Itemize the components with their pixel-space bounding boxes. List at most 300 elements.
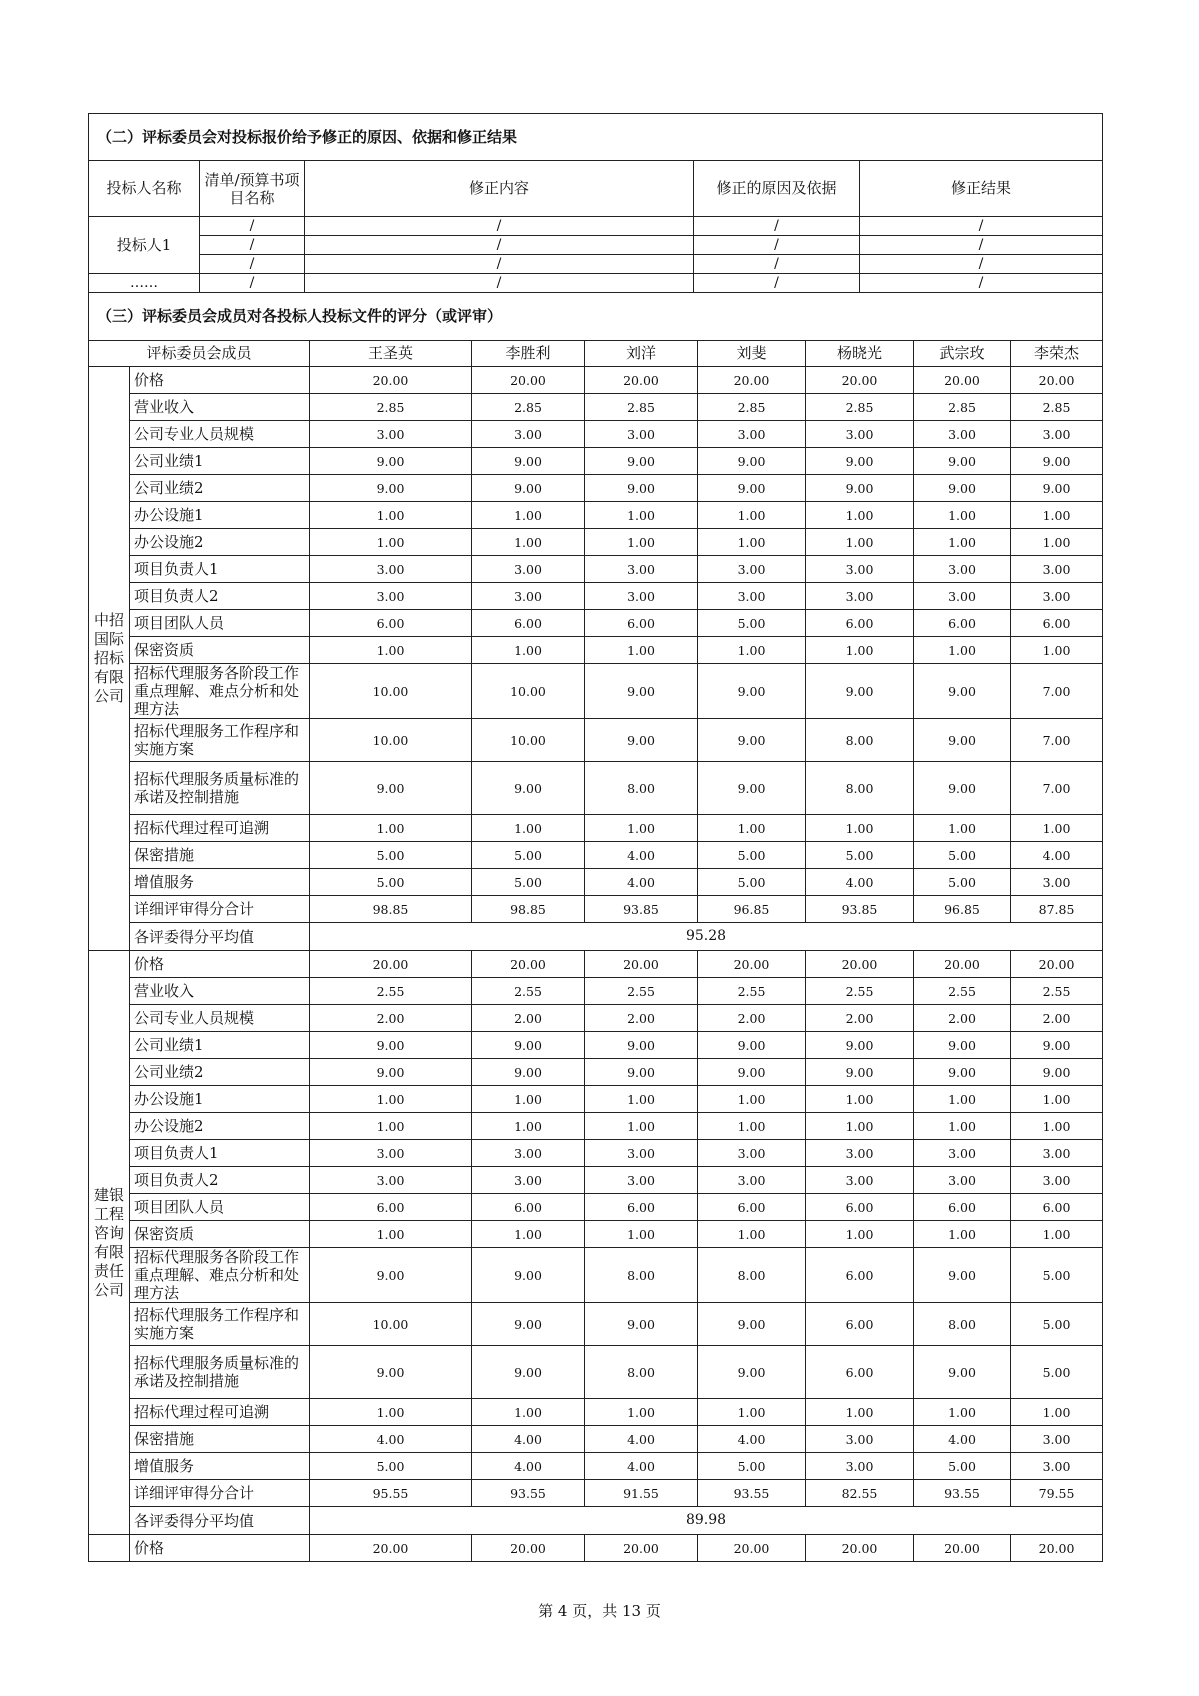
score-cell: 20.00 [585, 367, 698, 394]
company-name [89, 1535, 130, 1562]
score-cell: 3.00 [585, 421, 698, 448]
score-row [89, 1426, 1103, 1453]
score-cell: 1.00 [806, 1399, 914, 1426]
score-cell: 9.00 [914, 475, 1011, 502]
score-cell: 1.00 [310, 1221, 472, 1248]
score-cell: 1.00 [698, 815, 806, 842]
score-cell: 91.55 [585, 1480, 698, 1507]
score-cell: 3.00 [914, 583, 1011, 610]
score-cell: 3.00 [806, 421, 914, 448]
member-name: 王圣英 [310, 341, 472, 367]
section3-title: （三）评标委员会成员对各投标人投标文件的评分（或评审） [89, 293, 1103, 341]
score-item: 增值服务 [130, 1453, 310, 1480]
score-cell: 93.55 [698, 1480, 806, 1507]
score-row [89, 367, 1103, 394]
score-cell: 20.00 [1011, 367, 1103, 394]
score-cell: 2.00 [806, 1005, 914, 1032]
score-cell: 10.00 [472, 719, 585, 762]
score-cell: 20.00 [310, 951, 472, 978]
score-cell: 1.00 [472, 637, 585, 664]
page-number: 第 4 页，共 13 页 [538, 1602, 661, 1620]
score-cell: 8.00 [806, 719, 914, 762]
score-row [89, 1346, 1103, 1399]
score-cell: 3.00 [310, 1167, 472, 1194]
score-cell: 1.00 [806, 1113, 914, 1140]
score-cell: 20.00 [1011, 1535, 1103, 1562]
score-cell: 20.00 [310, 367, 472, 394]
score-item: 招标代理过程可追溯 [130, 1399, 310, 1426]
score-item: 保密资质 [130, 1221, 310, 1248]
score-cell: 2.00 [585, 1005, 698, 1032]
score-cell: 3.00 [914, 1140, 1011, 1167]
score-cell: 9.00 [698, 762, 806, 815]
score-item: 公司业绩2 [130, 475, 310, 502]
score-cell: 1.00 [698, 529, 806, 556]
score-cell: 9.00 [698, 1346, 806, 1399]
score-cell: 3.00 [1011, 1140, 1103, 1167]
score-cell: 3.00 [806, 556, 914, 583]
score-cell: 20.00 [914, 367, 1011, 394]
score-cell: 1.00 [310, 529, 472, 556]
score-cell: 5.00 [914, 869, 1011, 896]
header-bidder-name: 投标人名称 [89, 161, 200, 217]
score-cell: 3.00 [585, 1167, 698, 1194]
score-cell: 9.00 [914, 719, 1011, 762]
score-item: 营业收入 [130, 978, 310, 1005]
score-cell: 2.55 [806, 978, 914, 1005]
score-cell: 6.00 [310, 1194, 472, 1221]
score-cell: 9.00 [310, 1059, 472, 1086]
score-row [89, 978, 1103, 1005]
score-cell: 20.00 [585, 951, 698, 978]
score-cell: 3.00 [1011, 1453, 1103, 1480]
average-row [89, 923, 1103, 951]
score-item: 办公设施2 [130, 529, 310, 556]
score-cell: 9.00 [585, 448, 698, 475]
score-item: 办公设施1 [130, 1086, 310, 1113]
score-cell: 9.00 [914, 1346, 1011, 1399]
score-cell: 8.00 [585, 1248, 698, 1303]
slash-cell: / [860, 274, 1103, 293]
score-row [89, 1480, 1103, 1507]
score-row [89, 1032, 1103, 1059]
score-cell: 9.00 [310, 1346, 472, 1399]
score-cell: 3.00 [806, 1167, 914, 1194]
score-cell: 1.00 [310, 1086, 472, 1113]
average-row [89, 1507, 1103, 1535]
score-cell: 9.00 [472, 1303, 585, 1346]
score-cell: 9.00 [914, 1248, 1011, 1303]
score-cell: 93.55 [914, 1480, 1011, 1507]
score-cell: 4.00 [585, 1426, 698, 1453]
slash-cell: / [860, 255, 1103, 274]
score-cell: 9.00 [585, 475, 698, 502]
score-cell: 9.00 [472, 1248, 585, 1303]
score-cell: 3.00 [806, 583, 914, 610]
score-cell: 9.00 [914, 664, 1011, 719]
score-row [89, 842, 1103, 869]
score-item: 项目负责人2 [130, 1167, 310, 1194]
score-cell: 9.00 [310, 448, 472, 475]
score-cell: 1.00 [914, 815, 1011, 842]
score-cell: 9.00 [914, 448, 1011, 475]
score-cell: 9.00 [310, 1032, 472, 1059]
score-cell: 20.00 [310, 1535, 472, 1562]
score-row [89, 1167, 1103, 1194]
score-cell: 10.00 [310, 719, 472, 762]
score-cell: 1.00 [472, 529, 585, 556]
score-row [89, 762, 1103, 815]
score-cell: 9.00 [806, 448, 914, 475]
score-cell: 4.00 [914, 1426, 1011, 1453]
score-cell: 2.00 [472, 1005, 585, 1032]
score-cell: 1.00 [585, 1221, 698, 1248]
score-cell: 5.00 [914, 1453, 1011, 1480]
score-cell: 2.85 [472, 394, 585, 421]
score-cell: 8.00 [698, 1248, 806, 1303]
score-cell: 3.00 [1011, 1426, 1103, 1453]
score-cell: 20.00 [914, 1535, 1011, 1562]
score-row [89, 896, 1103, 923]
company-name: 建银工程咨询有限责任公司 [89, 951, 130, 1535]
score-cell: 3.00 [914, 556, 1011, 583]
score-cell: 9.00 [806, 1032, 914, 1059]
score-row [89, 556, 1103, 583]
score-cell: 4.00 [585, 1453, 698, 1480]
average-value: 89.98 [310, 1507, 1103, 1535]
score-row [89, 583, 1103, 610]
slash-cell: / [200, 217, 305, 236]
score-cell: 1.00 [585, 502, 698, 529]
score-item: 办公设施1 [130, 502, 310, 529]
score-item: 办公设施2 [130, 1113, 310, 1140]
score-cell: 3.00 [472, 1140, 585, 1167]
score-cell: 1.00 [310, 1113, 472, 1140]
score-cell: 1.00 [472, 1221, 585, 1248]
score-row [89, 529, 1103, 556]
score-cell: 9.00 [585, 1303, 698, 1346]
bid-correction-table [88, 113, 1103, 293]
score-cell: 10.00 [472, 664, 585, 719]
score-cell: 6.00 [1011, 610, 1103, 637]
slash-cell: / [200, 274, 305, 293]
score-cell: 3.00 [472, 556, 585, 583]
score-cell: 3.00 [310, 556, 472, 583]
score-cell: 1.00 [472, 1399, 585, 1426]
score-cell: 5.00 [310, 1453, 472, 1480]
score-cell: 1.00 [914, 637, 1011, 664]
score-item: 项目团队人员 [130, 610, 310, 637]
ellipsis-cell: …… [89, 274, 200, 293]
slash-cell: / [694, 217, 860, 236]
score-cell: 1.00 [1011, 1399, 1103, 1426]
score-cell: 1.00 [1011, 1221, 1103, 1248]
score-row [89, 664, 1103, 719]
score-item: 价格 [130, 367, 310, 394]
score-item: 公司专业人员规模 [130, 421, 310, 448]
score-cell: 1.00 [1011, 529, 1103, 556]
score-cell: 9.00 [472, 1346, 585, 1399]
header-correction-reason: 修正的原因及依据 [694, 161, 860, 217]
header-correction-content: 修正内容 [305, 161, 694, 217]
score-cell: 4.00 [310, 1426, 472, 1453]
score-cell: 1.00 [914, 1221, 1011, 1248]
score-cell: 2.85 [310, 394, 472, 421]
score-row [89, 1194, 1103, 1221]
score-item: 项目负责人1 [130, 1140, 310, 1167]
score-cell: 3.00 [472, 1167, 585, 1194]
score-cell: 3.00 [914, 421, 1011, 448]
score-cell: 8.00 [585, 762, 698, 815]
member-name: 刘斐 [698, 341, 806, 367]
score-item: 详细评审得分合计 [130, 1480, 310, 1507]
score-cell: 9.00 [698, 719, 806, 762]
score-cell: 4.00 [585, 869, 698, 896]
score-cell: 6.00 [914, 610, 1011, 637]
score-row [89, 1113, 1103, 1140]
score-cell: 3.00 [806, 1140, 914, 1167]
score-cell: 10.00 [310, 664, 472, 719]
score-cell: 9.00 [698, 664, 806, 719]
score-cell: 20.00 [806, 1535, 914, 1562]
score-cell: 2.55 [914, 978, 1011, 1005]
score-cell: 4.00 [698, 1426, 806, 1453]
score-item: 详细评审得分合计 [130, 896, 310, 923]
score-cell: 9.00 [806, 1059, 914, 1086]
score-cell: 20.00 [585, 1535, 698, 1562]
score-cell: 7.00 [1011, 719, 1103, 762]
score-cell: 3.00 [914, 1167, 1011, 1194]
score-row [89, 1248, 1103, 1303]
member-name: 武宗玫 [914, 341, 1011, 367]
score-cell: 6.00 [310, 610, 472, 637]
score-cell: 3.00 [585, 1140, 698, 1167]
score-cell: 5.00 [472, 869, 585, 896]
score-cell: 9.00 [310, 475, 472, 502]
score-cell: 5.00 [1011, 1248, 1103, 1303]
score-cell: 20.00 [698, 951, 806, 978]
member-header: 评标委员会成员 [89, 341, 310, 367]
score-cell: 5.00 [310, 869, 472, 896]
score-row [89, 1453, 1103, 1480]
score-cell: 3.00 [806, 1426, 914, 1453]
score-cell: 1.00 [806, 502, 914, 529]
score-item: 招标代理服务质量标准的承诺及控制措施 [130, 762, 310, 815]
score-cell: 1.00 [914, 529, 1011, 556]
score-row [89, 502, 1103, 529]
score-item: 项目负责人2 [130, 583, 310, 610]
slash-cell: / [860, 217, 1103, 236]
score-row [89, 1399, 1103, 1426]
score-cell: 1.00 [806, 529, 914, 556]
score-cell: 1.00 [472, 1086, 585, 1113]
slash-cell: / [694, 274, 860, 293]
score-item: 价格 [130, 951, 310, 978]
score-row [89, 719, 1103, 762]
score-cell: 1.00 [310, 502, 472, 529]
score-row [89, 1059, 1103, 1086]
score-cell: 4.00 [472, 1453, 585, 1480]
company-name: 中招国际招标有限公司 [89, 367, 130, 951]
score-cell: 1.00 [806, 637, 914, 664]
score-cell: 20.00 [914, 951, 1011, 978]
average-label: 各评委得分平均值 [130, 1507, 310, 1535]
slash-cell: / [305, 274, 694, 293]
score-cell: 1.00 [698, 502, 806, 529]
score-row [89, 1535, 1103, 1562]
score-cell: 1.00 [310, 637, 472, 664]
score-cell: 1.00 [472, 502, 585, 529]
score-row [89, 815, 1103, 842]
score-cell: 9.00 [585, 664, 698, 719]
score-cell: 3.00 [806, 1453, 914, 1480]
score-cell: 93.85 [806, 896, 914, 923]
score-cell: 3.00 [1011, 1167, 1103, 1194]
score-item: 价格 [130, 1535, 310, 1562]
score-cell: 2.55 [1011, 978, 1103, 1005]
score-cell: 1.00 [585, 637, 698, 664]
score-cell: 6.00 [585, 1194, 698, 1221]
score-item: 公司业绩1 [130, 1032, 310, 1059]
score-cell: 3.00 [472, 421, 585, 448]
score-cell: 1.00 [310, 815, 472, 842]
score-cell: 1.00 [1011, 502, 1103, 529]
score-item: 招标代理服务各阶段工作重点理解、难点分析和处理方法 [130, 664, 310, 719]
score-cell: 9.00 [310, 1248, 472, 1303]
score-cell: 20.00 [698, 367, 806, 394]
score-cell: 20.00 [472, 367, 585, 394]
score-cell: 5.00 [806, 842, 914, 869]
score-cell: 9.00 [698, 448, 806, 475]
score-cell: 2.85 [914, 394, 1011, 421]
score-cell: 5.00 [698, 1453, 806, 1480]
score-item: 保密措施 [130, 842, 310, 869]
score-item: 项目负责人1 [130, 556, 310, 583]
score-row [89, 1005, 1103, 1032]
score-cell: 1.00 [585, 529, 698, 556]
score-item: 招标代理服务各阶段工作重点理解、难点分析和处理方法 [130, 1248, 310, 1303]
score-row [89, 610, 1103, 637]
score-cell: 5.00 [698, 610, 806, 637]
score-cell: 1.00 [585, 1086, 698, 1113]
score-cell: 82.55 [806, 1480, 914, 1507]
score-cell: 9.00 [472, 448, 585, 475]
header-item-name: 清单/预算书项目名称 [200, 161, 305, 217]
score-cell: 20.00 [806, 951, 914, 978]
score-item: 招标代理服务工作程序和实施方案 [130, 1303, 310, 1346]
score-cell: 9.00 [806, 664, 914, 719]
section2-title: （二）评标委员会对投标报价给予修正的原因、依据和修正结果 [89, 114, 1103, 161]
score-cell: 1.00 [585, 1399, 698, 1426]
score-cell: 6.00 [806, 1248, 914, 1303]
score-row [89, 394, 1103, 421]
score-cell: 1.00 [585, 815, 698, 842]
score-row [89, 448, 1103, 475]
slash-cell: / [694, 255, 860, 274]
score-item: 保密措施 [130, 1426, 310, 1453]
score-cell: 1.00 [914, 1113, 1011, 1140]
score-cell: 9.00 [585, 1059, 698, 1086]
score-item: 招标代理服务工作程序和实施方案 [130, 719, 310, 762]
score-cell: 3.00 [585, 556, 698, 583]
score-cell: 4.00 [1011, 842, 1103, 869]
scoring-table [88, 292, 1103, 1562]
score-cell: 93.55 [472, 1480, 585, 1507]
score-cell: 9.00 [698, 1059, 806, 1086]
score-cell: 9.00 [1011, 1059, 1103, 1086]
score-cell: 2.00 [310, 1005, 472, 1032]
member-name: 李荣杰 [1011, 341, 1103, 367]
score-cell: 6.00 [914, 1194, 1011, 1221]
score-cell: 6.00 [585, 610, 698, 637]
score-cell: 7.00 [1011, 664, 1103, 719]
score-item: 公司专业人员规模 [130, 1005, 310, 1032]
score-cell: 2.85 [585, 394, 698, 421]
score-cell: 3.00 [698, 583, 806, 610]
score-cell: 2.85 [806, 394, 914, 421]
score-cell: 1.00 [698, 1113, 806, 1140]
score-cell: 6.00 [806, 1194, 914, 1221]
score-item: 营业收入 [130, 394, 310, 421]
score-item: 招标代理服务质量标准的承诺及控制措施 [130, 1346, 310, 1399]
score-row [89, 1140, 1103, 1167]
score-cell: 3.00 [1011, 421, 1103, 448]
score-cell: 9.00 [698, 475, 806, 502]
score-cell: 3.00 [310, 583, 472, 610]
score-cell: 1.00 [698, 1086, 806, 1113]
score-cell: 9.00 [698, 1303, 806, 1346]
slash-cell: / [860, 236, 1103, 255]
average-label: 各评委得分平均值 [130, 923, 310, 951]
score-cell: 1.00 [1011, 1086, 1103, 1113]
score-cell: 6.00 [698, 1194, 806, 1221]
score-cell: 7.00 [1011, 762, 1103, 815]
score-cell: 79.55 [1011, 1480, 1103, 1507]
score-cell: 3.00 [310, 421, 472, 448]
score-cell: 3.00 [698, 556, 806, 583]
score-cell: 1.00 [1011, 1113, 1103, 1140]
score-cell: 96.85 [914, 896, 1011, 923]
score-cell: 87.85 [1011, 896, 1103, 923]
score-cell: 2.00 [1011, 1005, 1103, 1032]
score-cell: 3.00 [698, 1167, 806, 1194]
score-cell: 5.00 [310, 842, 472, 869]
score-cell: 2.55 [698, 978, 806, 1005]
score-row [89, 1221, 1103, 1248]
score-row [89, 637, 1103, 664]
score-cell: 20.00 [1011, 951, 1103, 978]
member-name: 李胜利 [472, 341, 585, 367]
score-cell: 9.00 [472, 1032, 585, 1059]
score-row [89, 951, 1103, 978]
score-item: 招标代理过程可追溯 [130, 815, 310, 842]
score-cell: 1.00 [806, 1221, 914, 1248]
score-row [89, 869, 1103, 896]
score-cell: 1.00 [698, 1399, 806, 1426]
score-item: 公司业绩1 [130, 448, 310, 475]
score-cell: 20.00 [806, 367, 914, 394]
score-cell: 3.00 [1011, 556, 1103, 583]
score-cell: 2.00 [698, 1005, 806, 1032]
score-cell: 9.00 [914, 762, 1011, 815]
score-cell: 3.00 [1011, 869, 1103, 896]
score-cell: 9.00 [472, 762, 585, 815]
score-row [89, 421, 1103, 448]
score-cell: 1.00 [914, 1086, 1011, 1113]
score-cell: 6.00 [806, 1303, 914, 1346]
bidder-1-cell: 投标人1 [89, 217, 200, 274]
score-cell: 20.00 [472, 951, 585, 978]
